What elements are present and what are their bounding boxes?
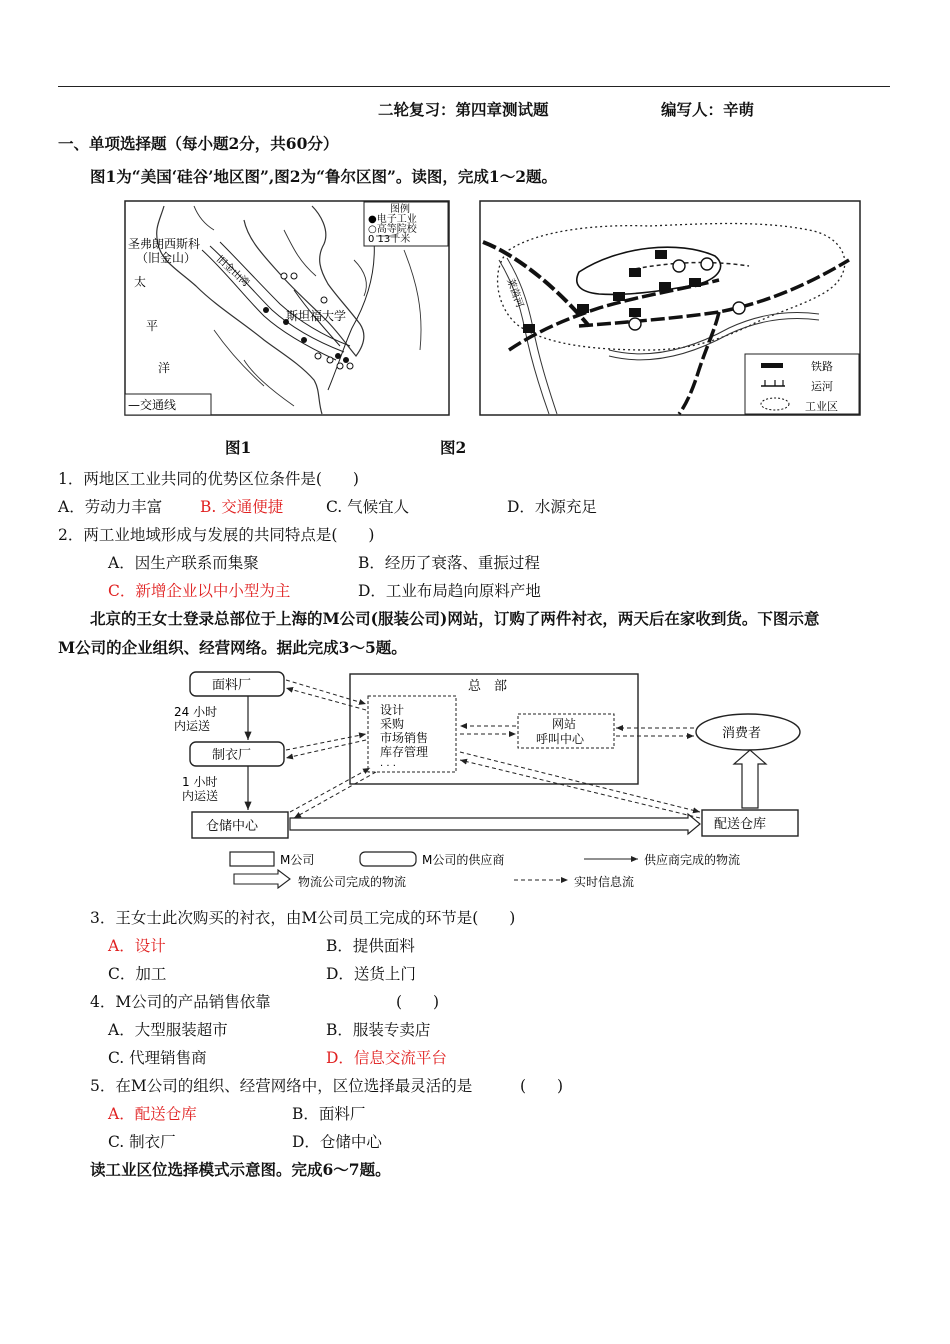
- fig2-legend-rail: 铁路: [811, 360, 833, 373]
- author: 编写人：辛萌: [661, 100, 755, 119]
- intro-1: 图1为“美国‘硅谷’地区图”,图2为“鲁尔区图”。读图，完成1～2题。: [90, 167, 557, 186]
- question-4-paren: ( ): [396, 993, 440, 1011]
- header-rule: [58, 86, 890, 87]
- fig3-website: 网站: [552, 717, 577, 731]
- fig3-storage-center: 仓储中心: [206, 819, 259, 834]
- fig3-hq-design: 设计: [380, 703, 405, 717]
- intro-2-line-1: 北京的王女士登录总部位于上海的M公司(服装公司)网站，订购了两件衬衣，两天后在家收到货。下图示意: [90, 609, 820, 628]
- fig1-transport-legend: —交通线: [128, 398, 177, 412]
- question-5: 5．在M公司的组织、经营网络中，区位选择最灵活的是: [90, 1077, 473, 1095]
- fig3-consumer: 消费者: [722, 726, 762, 741]
- fig1-ocean-2: 平: [146, 319, 159, 333]
- q3-option-c[interactable]: C．加工: [108, 965, 167, 983]
- figure-2-caption: 图2: [440, 438, 467, 457]
- fig3-garment-factory: 制衣厂: [212, 748, 252, 763]
- q4-option-b[interactable]: B．服装专卖店: [326, 1021, 431, 1039]
- intro-2-line-2: M公司的企业组织、经营网络。据此完成3～5题。: [58, 638, 407, 657]
- q2-option-d[interactable]: D．工业布局趋向原料产地: [358, 582, 541, 600]
- q5-option-b[interactable]: B．面料厂: [292, 1105, 366, 1123]
- q4-option-c[interactable]: C. 代理销售商: [108, 1049, 207, 1067]
- q1-option-b-answer[interactable]: B. 交通便捷: [200, 498, 284, 516]
- q5-option-c[interactable]: C. 制衣厂: [108, 1133, 176, 1151]
- q4-option-d-answer[interactable]: D．信息交流平台: [326, 1049, 447, 1067]
- fig1-legend-title: 图例: [390, 204, 410, 215]
- fig3-1h-2: 内运送: [182, 789, 219, 803]
- fig1-place-sf-cn: （旧金山）: [136, 251, 197, 265]
- fig3-legend-info-flow: 实时信息流: [574, 875, 635, 889]
- fig1-place-sf: 圣弗朗西斯科: [128, 237, 201, 251]
- fig3-call-center: 呼叫中心: [536, 732, 585, 746]
- q1-option-a[interactable]: A．劳动力丰富: [58, 498, 163, 516]
- fig1-legend-item: 0 13千米: [368, 234, 411, 245]
- fig2-legend-canal: 运河: [811, 380, 833, 393]
- q5-option-a-answer[interactable]: A．配送仓库: [108, 1105, 197, 1123]
- fig3-1h: 1 小时: [182, 775, 218, 789]
- fig1-legend-item: ●电子工业: [368, 214, 417, 225]
- q3-option-b[interactable]: B．提供面料: [326, 937, 415, 955]
- question-5-paren: ( ): [520, 1077, 564, 1095]
- fig3-hq: 总 部: [468, 679, 508, 694]
- fig2-legend-zone: 工业区: [805, 400, 838, 413]
- figure-1-caption: 图1: [225, 438, 252, 457]
- fig1-legend-item: ○高等院校: [368, 224, 417, 235]
- figure-2-ruhr-map: [479, 200, 861, 416]
- fig3-legend-supplier-logistics: 供应商完成的物流: [644, 853, 741, 867]
- fig3-hq-etc: · · ·: [380, 761, 396, 772]
- figure-1-silicon-valley-map: [124, 200, 450, 416]
- q5-option-d[interactable]: D．仓储中心: [292, 1133, 382, 1151]
- question-4: 4．M公司的产品销售依靠: [90, 993, 271, 1011]
- fig3-fabric-factory: 面料厂: [212, 678, 252, 693]
- fig3-delivery-warehouse: 配送仓库: [714, 817, 767, 832]
- q2-option-a[interactable]: A．因生产联系而集聚: [108, 554, 259, 572]
- fig1-bay-label: 旧金山湾: [213, 254, 252, 289]
- fig3-hq-inventory: 库存管理: [380, 745, 429, 759]
- question-1: 1．两地区工业共同的优势区位条件是( ): [58, 470, 359, 488]
- q2-option-b[interactable]: B．经历了衰落、重振过程: [358, 554, 540, 572]
- exam-title: 二轮复习：第四章测试题: [378, 100, 549, 119]
- fig1-ocean-3: 洋: [158, 361, 171, 375]
- q3-option-d[interactable]: D．送货上门: [326, 965, 416, 983]
- fig2-river-label: 莱茵河: [504, 277, 525, 310]
- fig3-hq-purchase: 采购: [380, 717, 405, 731]
- fig3-legend-supplier: M公司的供应商: [422, 853, 505, 867]
- q2-option-c-answer[interactable]: C．新增企业以中小型为主: [108, 582, 291, 600]
- q1-option-d[interactable]: D．水源充足: [507, 498, 597, 516]
- fig3-hq-sales: 市场销售: [380, 731, 429, 745]
- question-2: 2．两工业地域形成与发展的共同特点是( ): [58, 526, 375, 544]
- q3-option-a-answer[interactable]: A．设计: [108, 937, 166, 955]
- fig3-24h-2: 内运送: [174, 719, 211, 733]
- figure-3-company-network: [168, 668, 808, 894]
- fig3-24h: 24 小时: [174, 705, 218, 719]
- q4-option-a[interactable]: A．大型服装超市: [108, 1021, 228, 1039]
- fig1-ocean-1: 太: [134, 275, 147, 289]
- fig3-legend-company: M公司: [280, 853, 315, 867]
- intro-3: 读工业区位选择模式示意图。完成6～7题。: [90, 1160, 391, 1179]
- fig1-stanford: 斯坦福大学: [286, 309, 347, 323]
- q1-option-c[interactable]: C. 气候宜人: [326, 498, 410, 516]
- fig3-legend-logistics-company: 物流公司完成的物流: [298, 875, 407, 889]
- section-heading: 一、单项选择题（每小题2分，共60分）: [58, 134, 339, 153]
- question-3: 3．王女士此次购买的衬衣，由M公司员工完成的环节是( ): [90, 909, 516, 927]
